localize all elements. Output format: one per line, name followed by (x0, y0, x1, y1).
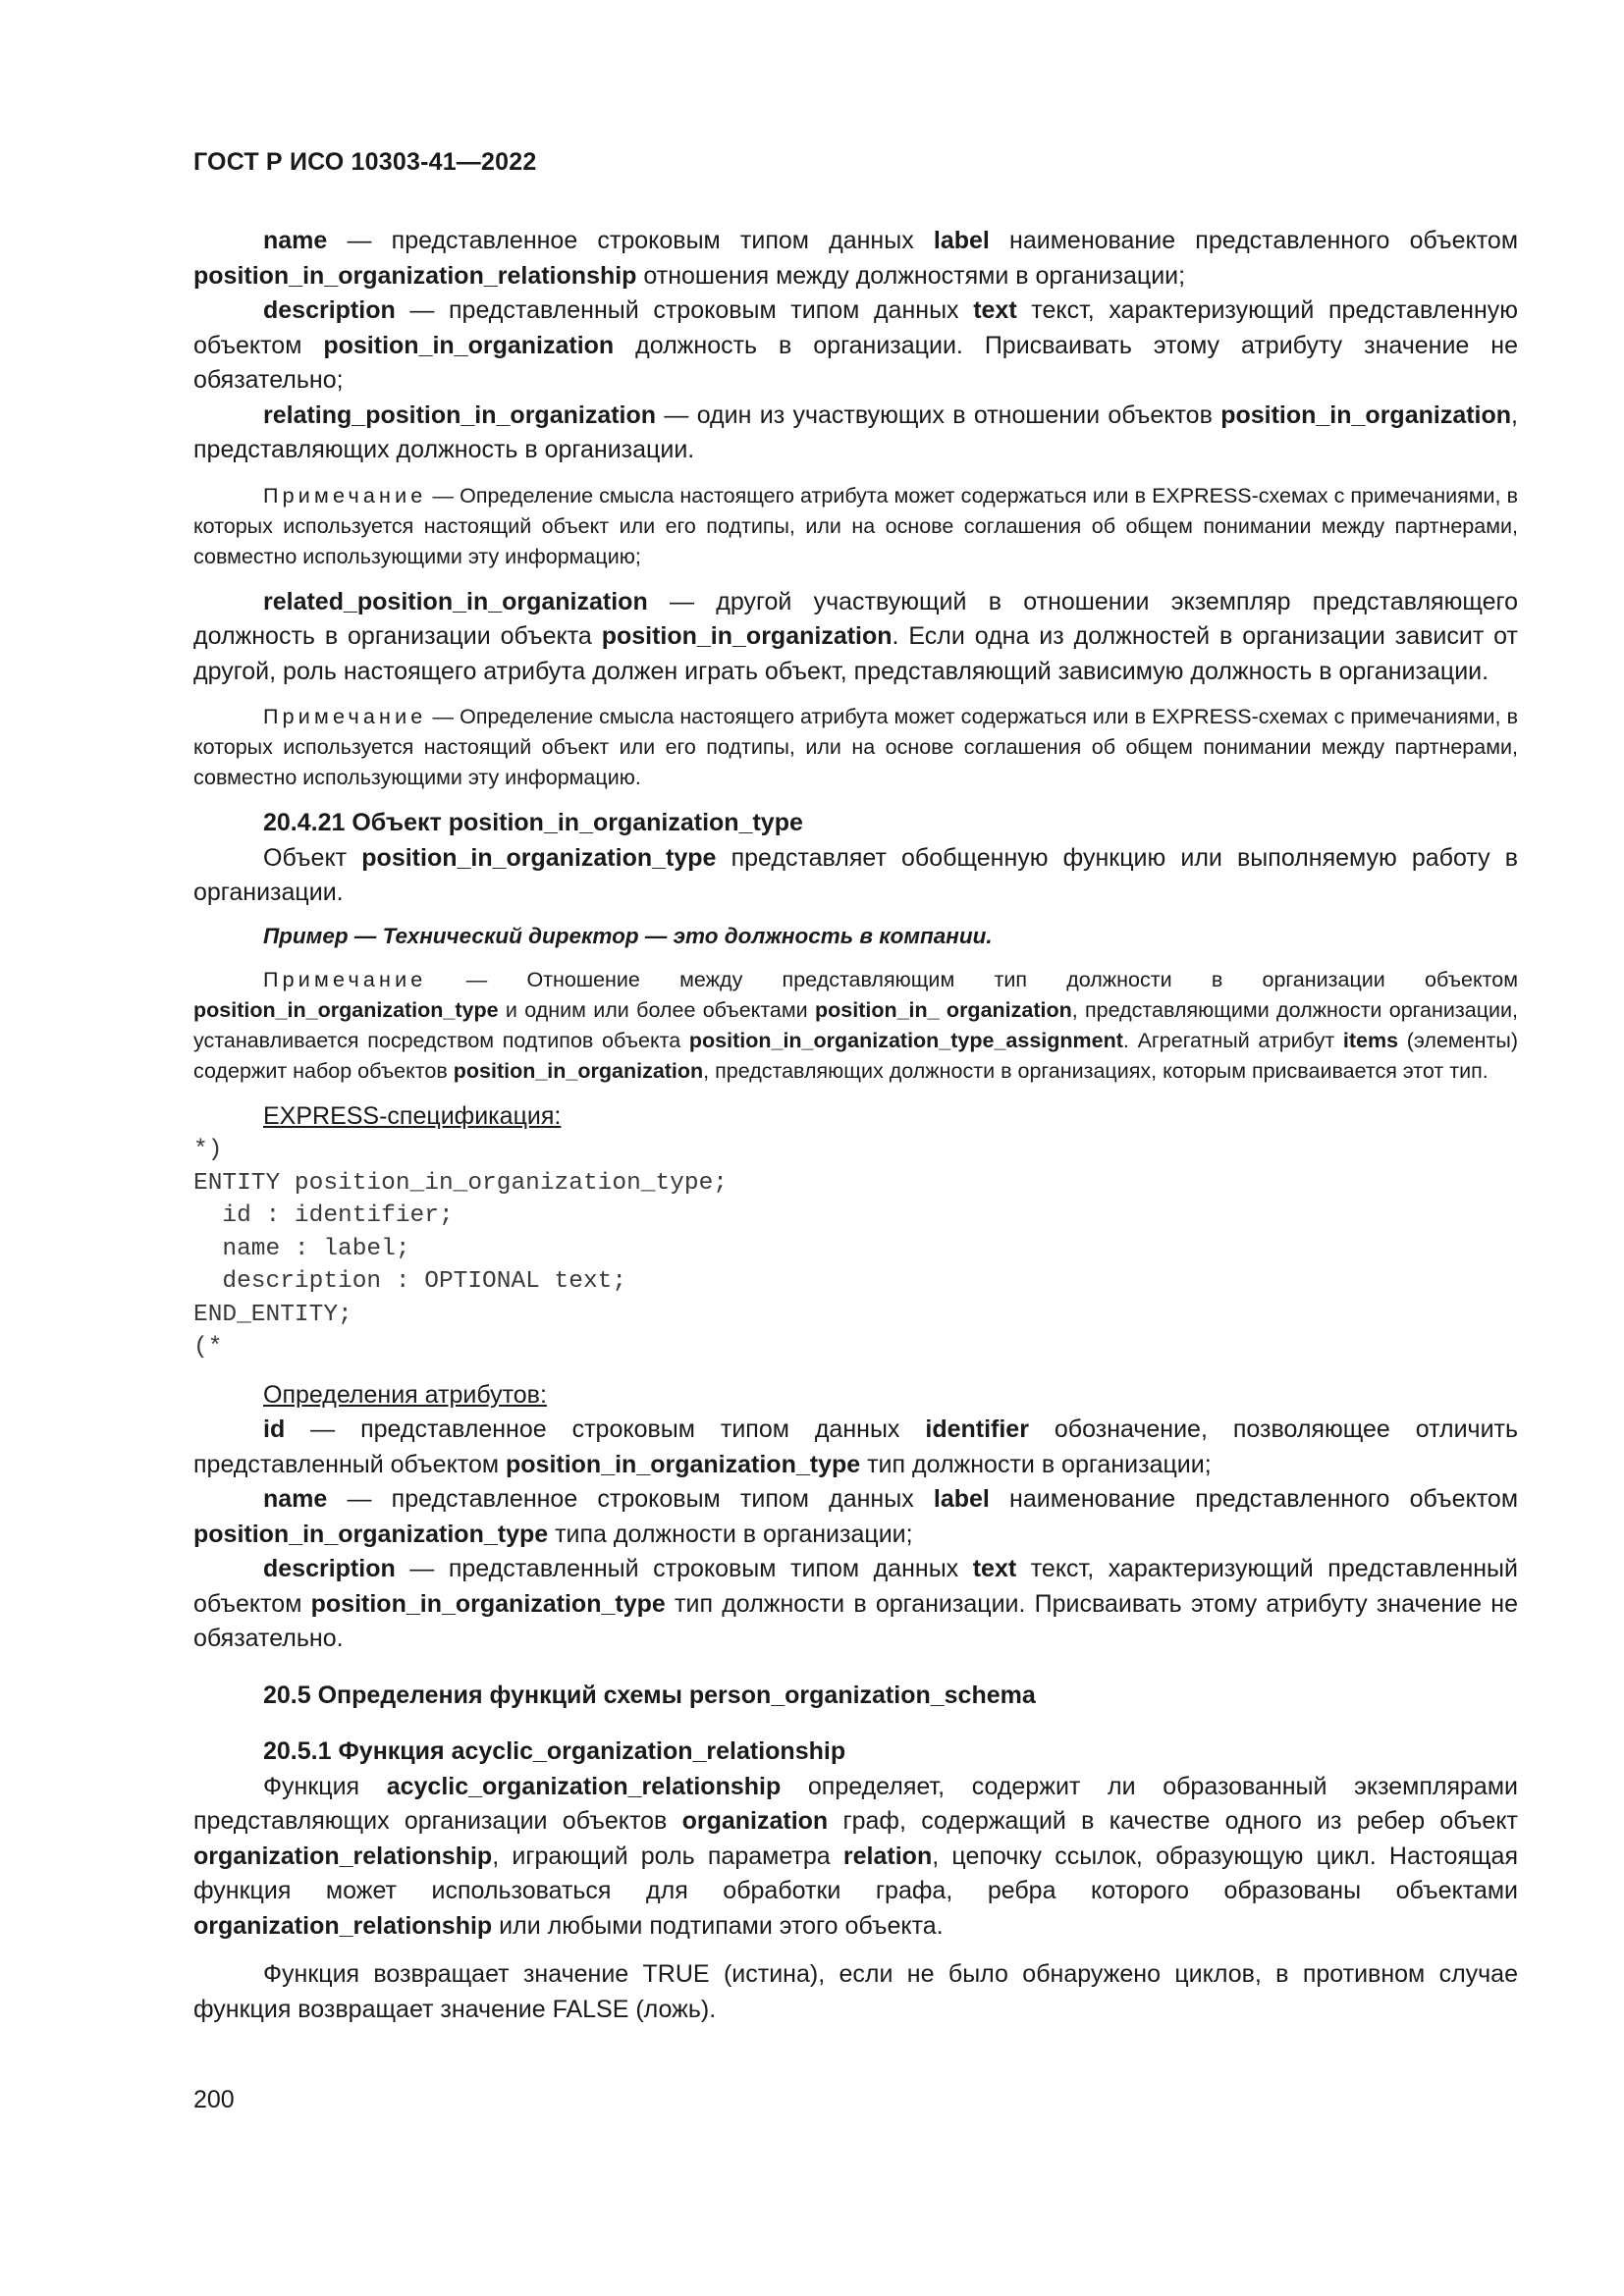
attr-def-id: id — представленное строковым типом данных identifier обозначение, позволяющее отличить представленный объектом position_in_organization_type тип должности в организации; (193, 1415, 1519, 1478)
express-code-block: *) ENTITY position_in_organization_type; id : identifier; name : label; description : OPTIONAL text; END_ENTITY; (* (193, 1137, 728, 1361)
attr-def-relating: relating_position_in_organization — один из участвующих в отношении объектов position_in_organization, представляющих должность в организации. (193, 400, 1518, 463)
note-3: Примечание — Отношение между представляющим тип должности в организации объектом position_in_organization_type и одним или более объектами position_in_ organization, представляющими должности организации, устанавливается посредством подтипов объекта position_in_organization_type_assignment. Агрегатный атрибут items (элементы) содержит набор объектов position_in_organization, представляющих должности в организациях, которым присваивается этот тип. (193, 967, 1518, 1083)
attr-def-name-type: name — представленное строковым типом данных label наименование представленного объектом position_in_organization_type типа должности в организации; (193, 1485, 1519, 1548)
attr-def-name-relationship: name — представленное строковым типом данных label наименование представленного объектом position_in_organization_relationship отношения между должностями в организации; (193, 227, 1519, 290)
note-1: Примечание — Определение смысла настоящего атрибута может содержаться или в EXPRESS-схемах с примечаниями, в которых используется настоящий объект или его подтипы, или на основе соглашения об общем понимании между партнерами, совместно использующими эту информацию; (193, 483, 1518, 568)
document-header: ГОСТ Р ИСО 10303-41—2022 (193, 148, 537, 176)
attr-def-description-type: description — представленный строковым типом данных text текст, характеризующий представленный объектом position_in_organization_type тип должности в организации. Присваивать этому атрибуту значение не обязательно. (193, 1555, 1518, 1652)
section-heading-20-4-21: 20.4.21 Объект position_in_organization_type (263, 809, 803, 836)
attr-def-description: description — представленный строковым типом данных text текст, характеризующий представленную объектом position_in_organization должность в организации. Присваивать этому атрибуту значение не обязательно; (193, 296, 1519, 394)
page-content (193, 224, 1518, 2027)
page-number: 200 (193, 2086, 235, 2113)
attr-def-related: related_position_in_organization — другой участвующий в отношении экземпляр представляющего должность в организации объекта position_in_organization. Если одна из должностей в организации зависит от другой, роль настоящего атрибута должен играть объект, представляющий зависимую должность в организации. (193, 587, 1518, 685)
entity-description: Объект position_in_organization_type представляет обобщенную функцию или выполняемую работу в организации. (193, 843, 1518, 906)
attr-definitions-title: Определения атрибутов: (263, 1380, 547, 1409)
section-heading-20-5: 20.5 Определения функций схемы person_organization_schema (263, 1681, 1036, 1709)
section-heading-20-5-1: 20.5.1 Функция acyclic_organization_relationship (263, 1737, 846, 1765)
function-description: Функция acyclic_organization_relationship определяет, содержит ли образованный экземплярами представляющих организации объектов organization граф, содержащий в качестве одного из ребер объект organization_relationship, играющий роль параметра relation, цепочку ссылок, образующую цикл. Настоящая функция может использоваться для обработки графа, ребра которого образованы объектами organization_relationship или любыми подтипами этого объекта. (193, 1772, 1518, 1940)
example-text: Пример — Технический директор — это должность в компании. (263, 923, 993, 948)
function-return-value: Функция возвращает значение TRUE (истина), если не было обнаружено циклов, в противном случае функция возвращает значение FALSE (ложь). (193, 1960, 1518, 2023)
express-spec-title: EXPRESS-спецификация: (263, 1101, 562, 1130)
note-2: Примечание — Определение смысла настоящего атрибута может содержаться или в EXPRESS-схемах с примечаниями, в которых используется настоящий объект или его подтипы, или на основе соглашения об общем понимании между партнерами, совместно использующими эту информацию. (193, 705, 1518, 789)
